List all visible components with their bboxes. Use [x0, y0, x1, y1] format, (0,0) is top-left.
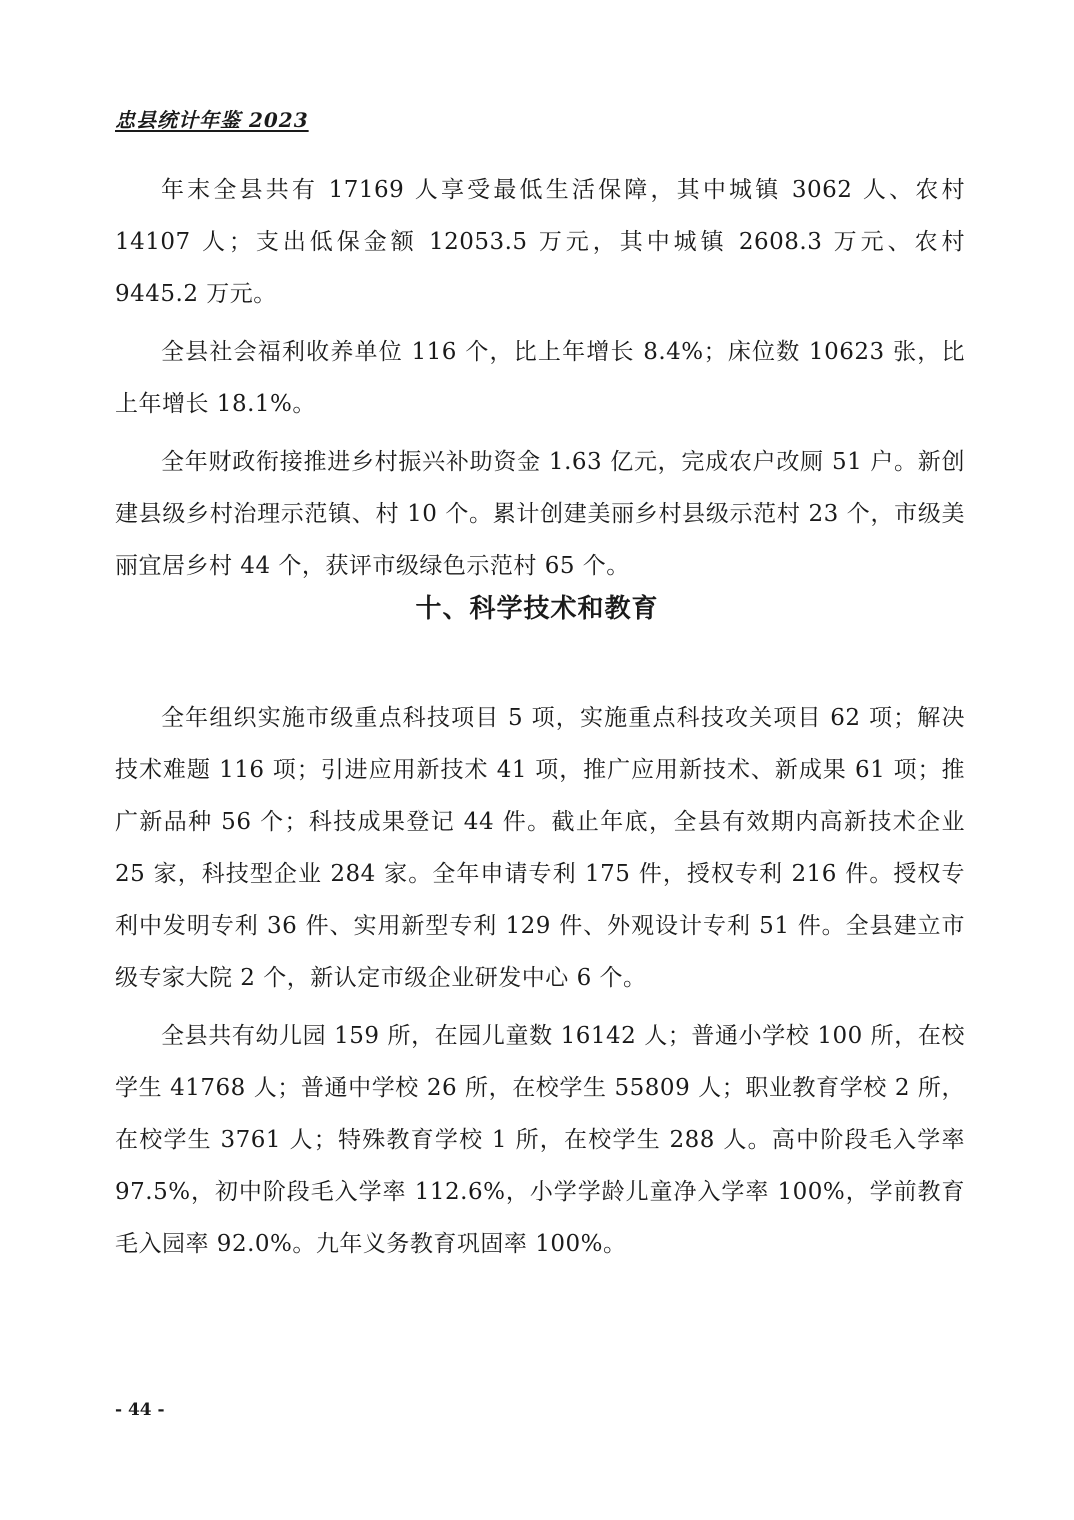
paragraph-rural-revitalization: 全年财政衔接推进乡村振兴补助资金 1.63 亿元，完成农户改厕 51 户。新创建县级乡村治理示范镇、村 10 个。累计创建美丽乡村县级示范村 23 个，市级美丽宜居乡村 44 个，获评市级绿色示范村 65 个。	[115, 449, 965, 579]
paragraph-welfare-institutions: 全县社会福利收养单位 116 个，比上年增长 8.4%；床位数 10623 张，比上年增长 18.1%。	[115, 339, 965, 417]
science-education-block	[115, 692, 965, 1276]
paragraph-education: 全县共有幼儿园 159 所，在园儿童数 16142 人；普通小学校 100 所，在校学生 41768 人；普通中学校 26 所，在校学生 55809 人；职业教育学校 2 所，在校学生 3761 人；特殊教育学校 1 所，在校学生 288 人。高中阶段毛入学率 97.5%，初中阶段毛入学率 112.6%，小学学龄儿童净入学率 100%，学前教育毛入园率 92.0%。九年义务教育巩固率 100%。	[115, 1023, 965, 1257]
section-heading-science-education: 十、科学技术和教育	[415, 594, 659, 624]
social-welfare-block	[115, 164, 965, 598]
paragraph-minimum-living-security: 年末全县共有 17169 人享受最低生活保障，其中城镇 3062 人、农村 14107 人；支出低保金额 12053.5 万元，其中城镇 2608.3 万元、农村 9445.2 万元。	[115, 177, 965, 307]
page-number: - 44 -	[115, 1400, 165, 1420]
running-header-title: 忠县统计年鉴 2023	[115, 108, 309, 132]
paragraph-science-technology: 全年组织实施市级重点科技项目 5 项，实施重点科技攻关项目 62 项；解决技术难题 116 项；引进应用新技术 41 项，推广应用新技术、新成果 61 项；推广新品种 56 个；科技成果登记 44 件。截止年底，全县有效期内高新技术企业 25 家，科技型企业 284 家。全年申请专利 175 件，授权专利 216 件。授权专利中发明专利 36 件、实用新型专利 129 件、外观设计专利 51 件。全县建立市级专家大院 2 个，新认定市级企业研发中心 6 个。	[115, 705, 965, 991]
